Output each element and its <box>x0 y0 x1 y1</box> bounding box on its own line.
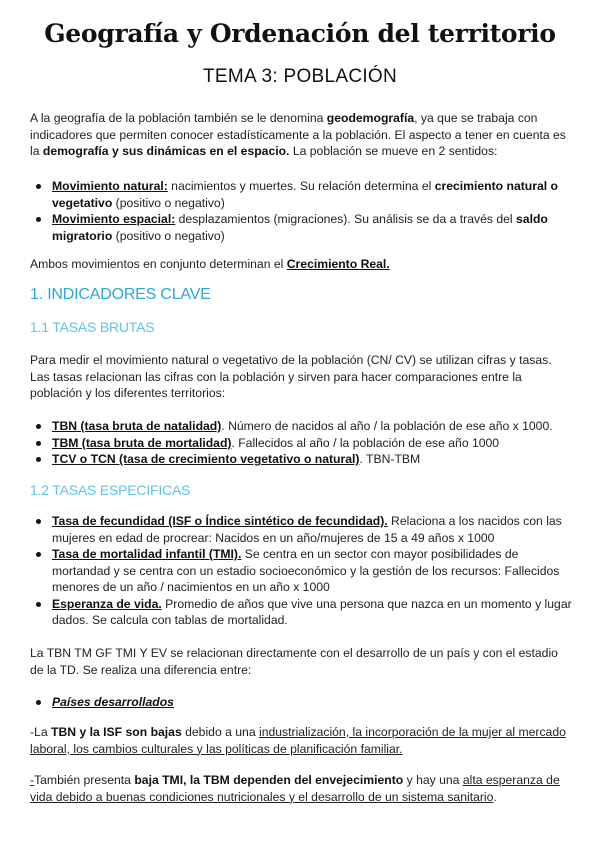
section-heading-tasas-brutas: 1.1 TASAS BRUTAS <box>30 319 155 335</box>
movements-list <box>30 178 572 244</box>
section-heading-tasas-especificas: 1.2 TASAS ESPECIFICAS <box>30 482 191 498</box>
list-item: Tasa de fecundidad (ISF o Índice sintético de fecundidad). Relaciona a los nacidos con las mujeres en edad de procrear: Nacidos en un año/mujeres de 15 a 49 años x 1000 <box>30 513 572 546</box>
specific-rates-list <box>30 513 572 629</box>
list-item: Esperanza de vida. Promedio de años que vive una persona que nazca en un momento y lugar dados. Se calcula con tablas de mortalidad. <box>30 596 572 629</box>
list-item: Tasa de mortalidad infantil (TMI). Se centra en un sector con mayor posibilidades de mortandad y se centra con un estadio socioeconómico y la gestión de los recursos: Fallecidos menores de un año / nacimientos en un año x 1000 <box>30 546 572 596</box>
section-heading-indicadores: 1. INDICADORES CLAVE <box>30 286 211 303</box>
list-item: TCV o TCN (tasa de crecimiento vegetativo o natural). TBN-TBM <box>30 451 572 468</box>
developed-list <box>30 694 572 711</box>
intro-paragraph: A la geografía de la población también se le denomina geodemografía, ya que se trabaja con indicadores que permiten conocer estadísticamente a la población. El aspecto a tener en cuenta es la demografía y sus dinámicas en el espacio. La población se mueve en 2 sentidos: <box>30 111 566 158</box>
document-title: Geografía y Ordenación del territorio <box>44 19 556 48</box>
document-subtitle: TEMA 3: POBLACIÓN <box>202 66 398 87</box>
real-growth-paragraph: Ambos movimientos en conjunto determinan el Crecimiento Real. <box>30 257 390 271</box>
list-item: Países desarrollados <box>30 694 572 711</box>
list-item: Movimiento espacial: desplazamientos (migraciones). Su análisis se da a través del saldo migratorio (positivo o negativo) <box>30 211 572 244</box>
list-item: TBN (tasa bruta de natalidad). Número de nacidos al año / la población de ese año x 1000. <box>30 418 572 435</box>
gross-rates-paragraph: Para medir el movimiento natural o vegetativo de la población (CN/ CV) se utilizan cifras y tasas. Las tasas relacionan las cifras con la población y sirven para hacer comparaciones entre la población y los diferentes territorios: <box>30 353 552 400</box>
developed-paragraph-1: -La TBN y la ISF son bajas debido a una industrialización, la incorporación de la mujer al mercado laboral, los cambios culturales y las políticas de planificación familiar. <box>30 725 566 756</box>
list-item: TBM (tasa bruta de mortalidad). Fallecidos al año / la población de ese año 1000 <box>30 435 572 452</box>
relation-paragraph: La TBN TM GF TMI Y EV se relacionan directamente con el desarrollo de un país y con el estadio de la TD. Se realiza una diferencia entre: <box>30 646 558 677</box>
list-item: Movimiento natural: nacimientos y muertes. Su relación determina el crecimiento natural o vegetativo (positivo o negativo) <box>30 178 572 211</box>
gross-rates-list <box>30 418 572 468</box>
developed-paragraph-2: -También presenta baja TMI, la TBM dependen del envejecimiento y hay una alta esperanza de vida debido a buenas condiciones nutricionales y el desarrollo de un sistema sanitario. <box>30 773 560 804</box>
